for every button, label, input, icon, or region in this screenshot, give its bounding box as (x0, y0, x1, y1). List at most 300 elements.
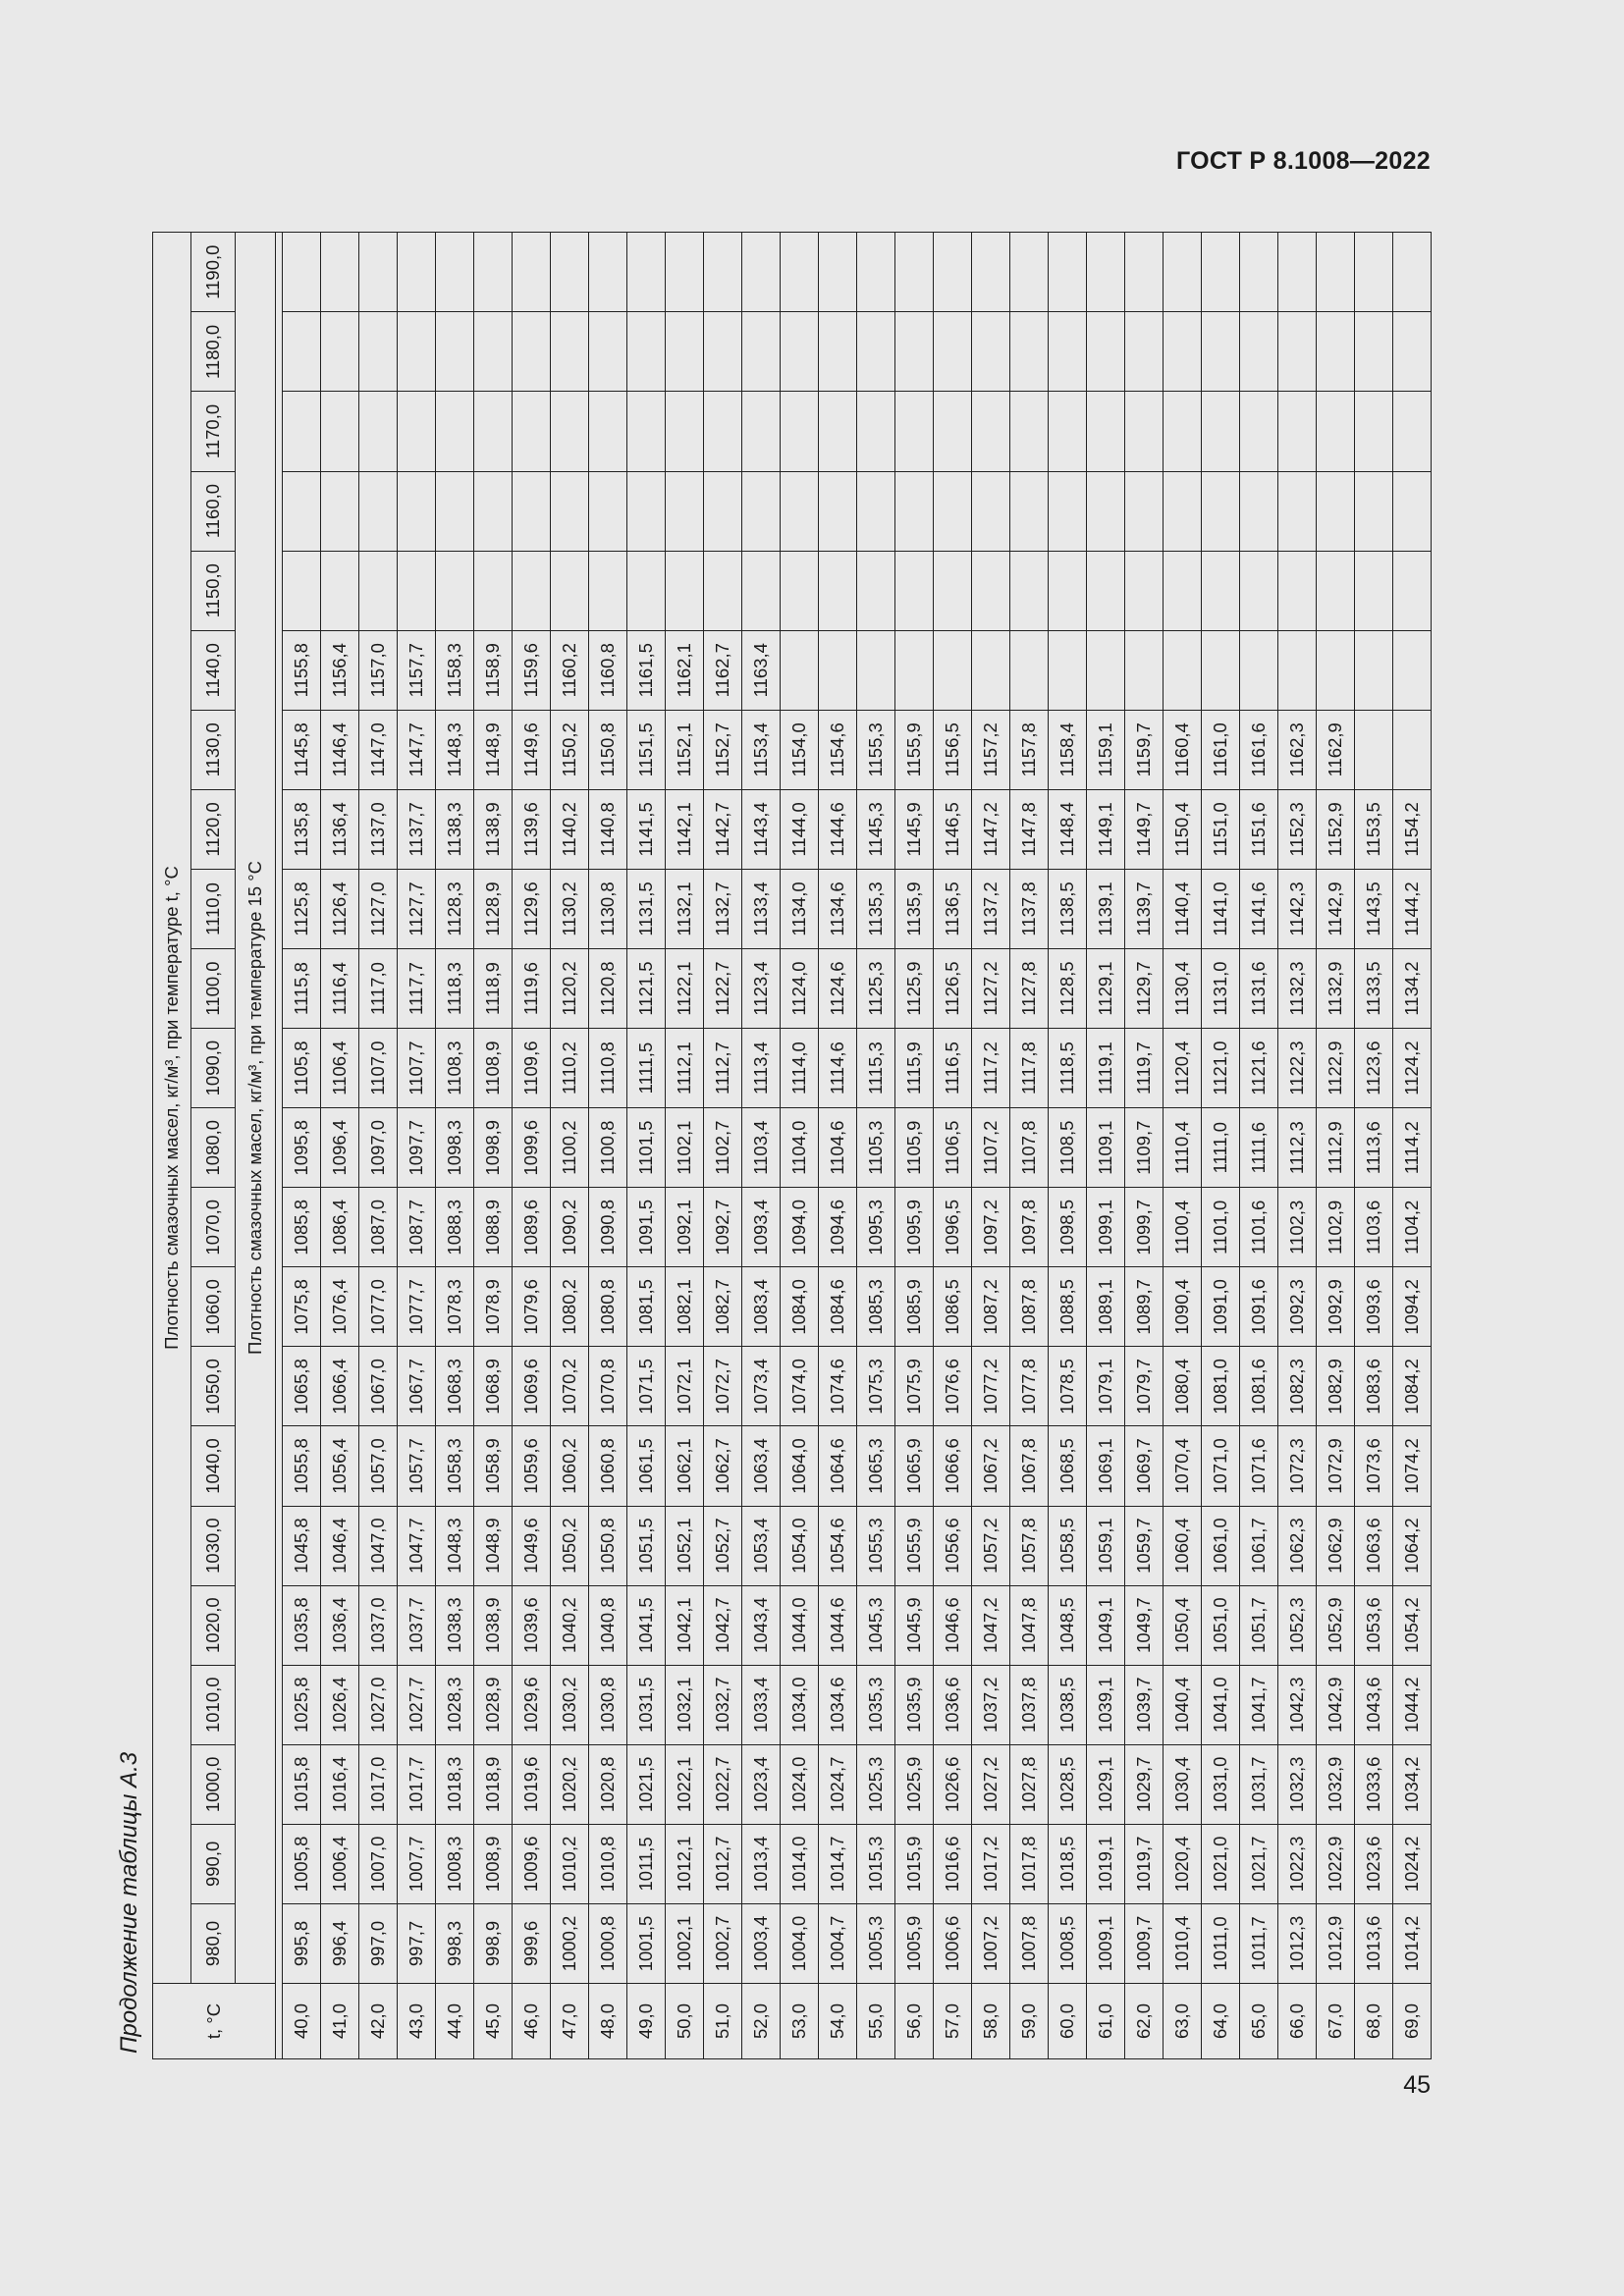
density-cell (1317, 233, 1355, 312)
density-cell: 1043,6 (1355, 1665, 1393, 1744)
density-cell: 1031,0 (1202, 1744, 1240, 1824)
density-cell (321, 471, 359, 551)
density-cell: 1148,3 (436, 710, 474, 789)
density-cell: 1077,7 (398, 1267, 436, 1347)
density-cell: 1047,8 (1010, 1585, 1049, 1665)
density-cell: 1151,6 (1240, 789, 1278, 869)
density-cell: 1117,7 (398, 948, 436, 1028)
density-cell (895, 392, 934, 471)
density-cell: 1089,6 (513, 1188, 551, 1267)
density-cell: 1145,9 (895, 789, 934, 869)
density-cell: 1011,0 (1202, 1903, 1240, 1983)
density-cell: 1066,4 (321, 1347, 359, 1426)
density-cell: 1060,4 (1164, 1506, 1202, 1585)
density-cell: 1024,7 (819, 1744, 857, 1824)
density-cell: 1014,7 (819, 1824, 857, 1903)
density-cell (819, 471, 857, 551)
density-cell (1202, 312, 1240, 392)
density-cell: 1072,9 (1317, 1426, 1355, 1506)
density-cell: 1059,1 (1087, 1506, 1125, 1585)
density-cell (934, 630, 972, 710)
density-cell: 1058,9 (474, 1426, 513, 1506)
density-cell: 1086,5 (934, 1267, 972, 1347)
density-cell: 1073,6 (1355, 1426, 1393, 1506)
table-row (1049, 233, 1087, 2059)
density-cell: 1117,2 (972, 1029, 1010, 1108)
table-row (1164, 233, 1202, 2059)
temperature-cell: 61,0 (1087, 1984, 1125, 2059)
density-cell: 1080,2 (551, 1267, 589, 1347)
density-cell: 1057,2 (972, 1506, 1010, 1585)
density-cell: 1122,1 (666, 948, 704, 1028)
density-cell: 1096,4 (321, 1108, 359, 1188)
density-cell (934, 233, 972, 312)
temperature-cell: 55,0 (857, 1984, 895, 2059)
density-cell: 1105,9 (895, 1108, 934, 1188)
density-cell: 1017,2 (972, 1824, 1010, 1903)
density-cell: 1082,3 (1278, 1347, 1317, 1426)
temperature-cell: 45,0 (474, 1984, 513, 2059)
density-cell (321, 551, 359, 630)
density-cell: 1142,7 (704, 789, 742, 869)
density-cell (1010, 471, 1049, 551)
temperature-cell: 54,0 (819, 1984, 857, 2059)
density-cell: 999,6 (513, 1903, 551, 1983)
density-column-header: 1080,0 (191, 1108, 236, 1188)
density-cell: 1052,3 (1278, 1585, 1317, 1665)
density-cell: 1144,6 (819, 789, 857, 869)
density-cell: 1127,0 (359, 869, 398, 948)
density-column-header: 1170,0 (191, 392, 236, 471)
density-cell (627, 471, 666, 551)
temperature-cell: 42,0 (359, 1984, 398, 2059)
density-cell: 1128,9 (474, 869, 513, 948)
density-cell: 1067,8 (1010, 1426, 1049, 1506)
density-cell: 1157,0 (359, 630, 398, 710)
density-cell (551, 471, 589, 551)
density-cell: 1040,2 (551, 1585, 589, 1665)
density-cell (781, 312, 819, 392)
density-cell: 1051,7 (1240, 1585, 1278, 1665)
temperature-cell: 57,0 (934, 1984, 972, 2059)
density-cell (895, 471, 934, 551)
density-cell (359, 471, 398, 551)
density-column-header: 1030,0 (191, 1506, 236, 1585)
density-cell (972, 312, 1010, 392)
table-row (1355, 233, 1393, 2059)
density-cell: 1030,2 (551, 1665, 589, 1744)
density-cell: 1115,8 (283, 948, 321, 1028)
density-cell (666, 471, 704, 551)
density-cell (283, 471, 321, 551)
density-cell: 1084,0 (781, 1267, 819, 1347)
density-cell: 1087,8 (1010, 1267, 1049, 1347)
table-row (1202, 233, 1240, 2059)
density-cell (704, 233, 742, 312)
density-cell: 1053,4 (742, 1506, 781, 1585)
temperature-cell: 53,0 (781, 1984, 819, 2059)
density-cell: 1129,1 (1087, 948, 1125, 1028)
table-row (1125, 233, 1164, 2059)
density-cell: 1089,1 (1087, 1267, 1125, 1347)
density-cell: 1162,3 (1278, 710, 1317, 789)
density-cell: 1074,2 (1393, 1426, 1432, 1506)
density-cell: 1088,3 (436, 1188, 474, 1267)
density-cell: 1148,9 (474, 710, 513, 789)
table-row (283, 233, 321, 2059)
density-cell: 1147,7 (398, 710, 436, 789)
density-cell: 1152,7 (704, 710, 742, 789)
density-cell: 1024,2 (1393, 1824, 1432, 1903)
table-row (436, 233, 474, 2059)
density-column-header: 1100,0 (191, 948, 236, 1028)
density-cell: 1149,7 (1125, 789, 1164, 869)
density-cell (551, 312, 589, 392)
density-cell (972, 630, 1010, 710)
density-cell: 1134,2 (1393, 948, 1432, 1028)
density-cell: 995,8 (283, 1903, 321, 1983)
density-cell: 1147,8 (1010, 789, 1049, 869)
density-cell: 1009,7 (1125, 1903, 1164, 1983)
density-cell (1240, 392, 1278, 471)
density-cell (321, 312, 359, 392)
density-cell (934, 551, 972, 630)
density-cell: 1142,3 (1278, 869, 1317, 948)
density-cell: 1112,9 (1317, 1108, 1355, 1188)
density-table (152, 232, 1432, 2059)
density-cell: 1117,8 (1010, 1029, 1049, 1108)
density-cell: 1081,5 (627, 1267, 666, 1347)
table-row (1010, 233, 1049, 2059)
density-column-header: 1090,0 (191, 1029, 236, 1108)
density-column-header: 980,0 (191, 1903, 236, 1983)
density-cell (1202, 233, 1240, 312)
density-cell (819, 392, 857, 471)
density-cell: 1007,0 (359, 1824, 398, 1903)
density-cell: 1090,4 (1164, 1267, 1202, 1347)
density-cell: 1030,4 (1164, 1744, 1202, 1824)
density-cell: 1147,0 (359, 710, 398, 789)
density-cell: 1091,6 (1240, 1267, 1278, 1347)
density-cell: 1012,9 (1317, 1903, 1355, 1983)
density-cell: 1085,8 (283, 1188, 321, 1267)
density-cell: 1120,2 (551, 948, 589, 1028)
density-cell: 1005,3 (857, 1903, 895, 1983)
density-cell (1087, 551, 1125, 630)
density-cell: 1029,6 (513, 1665, 551, 1744)
density-cell: 1020,4 (1164, 1824, 1202, 1903)
density-cell: 1088,9 (474, 1188, 513, 1267)
density-cell: 1087,0 (359, 1188, 398, 1267)
density-cell: 1103,6 (1355, 1188, 1393, 1267)
table-row (666, 233, 704, 2059)
density-cell: 1145,8 (283, 710, 321, 789)
density-cell: 1120,8 (589, 948, 627, 1028)
density-cell: 1148,4 (1049, 789, 1087, 869)
density-cell: 1115,9 (895, 1029, 934, 1108)
density-cell: 1011,7 (1240, 1903, 1278, 1983)
density-cell: 1131,5 (627, 869, 666, 948)
density-cell: 1089,7 (1125, 1267, 1164, 1347)
density-cell: 1161,5 (627, 630, 666, 710)
density-column-header: 1150,0 (191, 551, 236, 630)
temperature-cell: 52,0 (742, 1984, 781, 2059)
density-cell: 1096,5 (934, 1188, 972, 1267)
density-cell: 1153,4 (742, 710, 781, 789)
temperature-cell: 60,0 (1049, 1984, 1087, 2059)
density-cell: 1034,0 (781, 1665, 819, 1744)
density-cell: 1154,0 (781, 710, 819, 789)
density-cell: 1142,1 (666, 789, 704, 869)
density-cell (1010, 551, 1049, 630)
temperature-cell: 56,0 (895, 1984, 934, 2059)
density-cell (1240, 551, 1278, 630)
density-cell (972, 233, 1010, 312)
density-cell: 1063,4 (742, 1426, 781, 1506)
density-cell: 1087,7 (398, 1188, 436, 1267)
density-cell (742, 392, 781, 471)
density-cell: 1004,7 (819, 1903, 857, 1983)
density-cell: 1039,6 (513, 1585, 551, 1665)
density-cell (1355, 312, 1393, 392)
density-cell: 1110,4 (1164, 1108, 1202, 1188)
density-cell: 1144,0 (781, 789, 819, 869)
density-cell: 1090,8 (589, 1188, 627, 1267)
density-cell (1317, 471, 1355, 551)
density-cell: 997,0 (359, 1903, 398, 1983)
density-cell: 1150,8 (589, 710, 627, 789)
density-cell: 1067,2 (972, 1426, 1010, 1506)
density-cell: 1109,6 (513, 1029, 551, 1108)
density-cell (398, 551, 436, 630)
density-cell: 1132,7 (704, 869, 742, 948)
density-cell: 1077,0 (359, 1267, 398, 1347)
density-cell: 1002,1 (666, 1903, 704, 1983)
density-cell: 1152,3 (1278, 789, 1317, 869)
density-column-header: 1050,0 (191, 1347, 236, 1426)
density-cell: 1072,7 (704, 1347, 742, 1426)
density-cell: 1007,7 (398, 1824, 436, 1903)
density-cell: 1125,3 (857, 948, 895, 1028)
density-cell: 1041,0 (1202, 1665, 1240, 1744)
temperature-cell: 67,0 (1317, 1984, 1355, 2059)
density-cell: 1032,9 (1317, 1744, 1355, 1824)
density-cell: 1078,9 (474, 1267, 513, 1347)
density-cell: 1046,6 (934, 1585, 972, 1665)
density-cell: 1037,7 (398, 1585, 436, 1665)
density-cell: 1059,7 (1125, 1506, 1164, 1585)
density-cell (551, 233, 589, 312)
density-cell: 1092,1 (666, 1188, 704, 1267)
temperature-cell: 58,0 (972, 1984, 1010, 2059)
density-cell: 1124,2 (1393, 1029, 1432, 1108)
temperature-cell: 51,0 (704, 1984, 742, 2059)
density-column-header: 1160,0 (191, 471, 236, 551)
density-cell (1355, 471, 1393, 551)
density-cell: 1126,5 (934, 948, 972, 1028)
density-cell: 1119,7 (1125, 1029, 1164, 1108)
density-cell: 1048,3 (436, 1506, 474, 1585)
table-row (972, 233, 1010, 2059)
density-cell: 1090,2 (551, 1188, 589, 1267)
density-cell: 1107,7 (398, 1029, 436, 1108)
density-cell: 1112,7 (704, 1029, 742, 1108)
density-column-header: 1070,0 (191, 1188, 236, 1267)
density-cell: 1038,9 (474, 1585, 513, 1665)
density-cell (1049, 551, 1087, 630)
density-column-header: 1110,0 (191, 869, 236, 948)
density-cell (781, 471, 819, 551)
density-cell: 1029,1 (1087, 1744, 1125, 1824)
density-cell: 1046,4 (321, 1506, 359, 1585)
density-cell: 1047,0 (359, 1506, 398, 1585)
density-cell (1087, 392, 1125, 471)
temperature-cell: 65,0 (1240, 1984, 1278, 2059)
density-cell (1355, 710, 1393, 789)
density-cell (857, 551, 895, 630)
density-cell: 1158,3 (436, 630, 474, 710)
density-cell: 1104,0 (781, 1108, 819, 1188)
density-cell: 1114,0 (781, 1029, 819, 1108)
sub-header: Плотность смазочных масел, кг/м³, при температуре 15 °C (236, 233, 276, 1984)
density-cell (436, 233, 474, 312)
density-cell: 1024,0 (781, 1744, 819, 1824)
density-cell: 1138,9 (474, 789, 513, 869)
density-cell (1202, 471, 1240, 551)
density-cell: 1081,0 (1202, 1347, 1240, 1426)
density-cell (1049, 392, 1087, 471)
density-cell: 1122,9 (1317, 1029, 1355, 1108)
density-cell (972, 471, 1010, 551)
density-cell (513, 233, 551, 312)
density-cell: 1101,5 (627, 1108, 666, 1188)
rotated-table-container (152, 232, 1430, 2059)
density-cell: 1077,8 (1010, 1347, 1049, 1426)
density-cell: 1079,6 (513, 1267, 551, 1347)
density-cell: 1141,0 (1202, 869, 1240, 948)
density-cell: 1035,8 (283, 1585, 321, 1665)
density-cell: 1098,5 (1049, 1188, 1087, 1267)
density-cell: 1093,4 (742, 1188, 781, 1267)
density-cell (627, 551, 666, 630)
density-cell: 1087,2 (972, 1267, 1010, 1347)
density-cell (742, 312, 781, 392)
density-cell (1125, 630, 1164, 710)
density-cell: 1079,7 (1125, 1347, 1164, 1426)
density-cell: 1145,3 (857, 789, 895, 869)
density-cell (1164, 630, 1202, 710)
density-cell: 1118,5 (1049, 1029, 1087, 1108)
density-cell: 1104,6 (819, 1108, 857, 1188)
temperature-cell: 62,0 (1125, 1984, 1164, 2059)
density-cell: 1012,7 (704, 1824, 742, 1903)
temperature-cell: 49,0 (627, 1984, 666, 2059)
table-caption: Продолжение таблицы А.3 (116, 1751, 142, 2054)
density-cell: 1119,1 (1087, 1029, 1125, 1108)
density-cell: 1045,8 (283, 1506, 321, 1585)
density-cell: 1133,5 (1355, 948, 1393, 1028)
density-cell: 1038,5 (1049, 1665, 1087, 1744)
density-cell: 1027,7 (398, 1665, 436, 1744)
density-cell (1393, 312, 1432, 392)
density-cell (781, 630, 819, 710)
density-cell: 1051,5 (627, 1506, 666, 1585)
density-cell: 1157,2 (972, 710, 1010, 789)
density-cell (551, 551, 589, 630)
density-cell: 1159,1 (1087, 710, 1125, 789)
density-cell: 1092,9 (1317, 1267, 1355, 1347)
density-cell: 1053,6 (1355, 1585, 1393, 1665)
density-cell (819, 551, 857, 630)
density-cell (1087, 312, 1125, 392)
density-cell: 1102,7 (704, 1108, 742, 1188)
density-column-headers (191, 233, 236, 2059)
density-cell (513, 312, 551, 392)
density-cell: 1107,0 (359, 1029, 398, 1108)
density-cell (1049, 630, 1087, 710)
density-cell: 1139,6 (513, 789, 551, 869)
density-cell: 1019,1 (1087, 1824, 1125, 1903)
group-header: Плотность смазочных масел, кг/м³, при температуре t, °C (153, 233, 191, 1984)
density-cell: 1107,8 (1010, 1108, 1049, 1188)
density-cell: 1121,6 (1240, 1029, 1278, 1108)
density-cell: 1055,8 (283, 1426, 321, 1506)
table-row (857, 233, 895, 2059)
density-column-header: 1040,0 (191, 1426, 236, 1506)
density-cell: 1119,6 (513, 948, 551, 1028)
density-cell: 1122,3 (1278, 1029, 1317, 1108)
density-cell (1087, 630, 1125, 710)
density-cell (704, 471, 742, 551)
table-row (513, 233, 551, 2059)
density-cell: 1017,8 (1010, 1824, 1049, 1903)
density-cell: 1056,6 (934, 1506, 972, 1585)
density-cell: 1051,0 (1202, 1585, 1240, 1665)
density-cell: 1131,0 (1202, 948, 1240, 1028)
density-cell: 1088,5 (1049, 1267, 1087, 1347)
density-cell: 1111,0 (1202, 1108, 1240, 1188)
density-cell: 1079,1 (1087, 1347, 1125, 1426)
density-cell (513, 471, 551, 551)
density-cell (1278, 630, 1317, 710)
density-cell: 996,4 (321, 1903, 359, 1983)
density-cell (1010, 630, 1049, 710)
density-cell: 1155,9 (895, 710, 934, 789)
density-cell: 1058,5 (1049, 1506, 1087, 1585)
density-cell (1010, 392, 1049, 471)
density-cell: 1027,0 (359, 1665, 398, 1744)
density-column-header: 1020,0 (191, 1585, 236, 1665)
density-cell: 1106,4 (321, 1029, 359, 1108)
density-cell (1049, 312, 1087, 392)
density-cell: 1016,4 (321, 1744, 359, 1824)
density-cell: 1066,6 (934, 1426, 972, 1506)
table-row (551, 233, 589, 2059)
table-row (1240, 233, 1278, 2059)
density-cell: 1075,9 (895, 1347, 934, 1426)
density-cell: 1008,9 (474, 1824, 513, 1903)
density-cell: 1034,2 (1393, 1744, 1432, 1824)
density-cell (551, 392, 589, 471)
density-column-header: 1190,0 (191, 233, 236, 312)
density-cell: 1076,6 (934, 1347, 972, 1426)
table-body (276, 233, 1432, 2059)
density-cell: 1014,2 (1393, 1903, 1432, 1983)
density-cell: 1080,8 (589, 1267, 627, 1347)
density-cell (1164, 471, 1202, 551)
density-cell (321, 392, 359, 471)
density-cell: 1109,1 (1087, 1108, 1125, 1188)
